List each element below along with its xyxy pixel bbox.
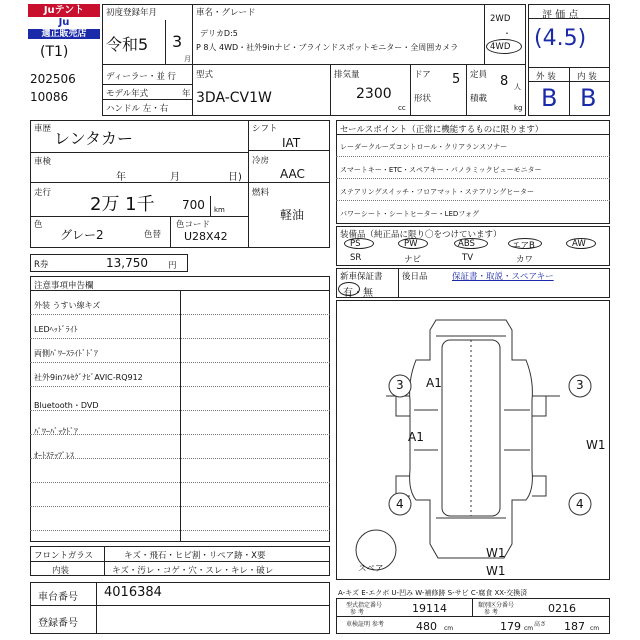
displacement-unit: cc [398,104,406,112]
lot-code2: 10086 [30,90,69,104]
note-item: LEDﾍｯﾄﾞﾗｲﾄ [34,325,78,334]
logo [28,4,100,38]
fuel-value: 軽油 [280,208,305,222]
color-code: U28X42 [184,230,228,243]
mark-w1-rear2: W1 [486,564,506,578]
mark-w1-rear1: W1 [486,546,506,560]
reg-no-label: 登録番号 [38,618,78,629]
color-code-label: 色コード [176,220,211,230]
spare-label: スペア [358,564,384,574]
history-value: レンタカー [54,129,133,148]
dims-v1: 19114 [412,602,447,615]
grade-score: (4.5) [534,26,587,51]
load-label: 積載 [470,94,488,104]
doors-value: 5 [452,72,461,87]
car-name-line1: デリカD:5 [200,29,238,38]
first-reg-month-unit: 月 [184,55,191,63]
dims-len-unit: cm [444,625,454,632]
recycle-unit: 円 [168,261,177,271]
fuel-label: 燃料 [252,188,270,198]
dims-h-unit: cm [590,625,600,632]
displacement-label: 排気量 [334,70,360,80]
model-code-value: 3DA-CV1W [196,90,272,106]
color-value: グレー2 [60,228,104,242]
note-item: 社外9inﾌﾙｾｸﾞﾅﾋﾞAVIC-RQ912 [34,373,143,382]
color-change-label: 色替 [144,230,162,240]
drive-4wd: 4WD [490,42,511,52]
warranty-value: 有・無 [343,288,373,299]
model-year-label: モデル年式 [106,89,149,99]
lot-code1: 202506 [30,72,76,86]
dims-h-label: 高さ [534,621,547,628]
dims-len-label: 車検証明 参考 [346,621,384,628]
equip-navi: ナビ [404,255,422,265]
dims-w: 179 [500,620,521,633]
chassis-value: 4016384 [104,585,162,600]
mark-a1-left: A1 [426,376,442,390]
equipment-label: 装備品（純正品に限り〇をつけています） [340,230,502,240]
inspection-month: 月 [170,172,180,183]
recycle-label: R券 [34,260,49,270]
equip-abs: ABS [458,239,475,249]
sales-point: スマートキー・ETC・スペアキー・パノラミックビューモニター [340,166,542,174]
mark-w1-right: W1 [586,438,606,452]
dims-label1b: 参 考 [350,609,364,616]
equip-ps: PS [350,239,361,249]
drive-2wd: 2WD [490,14,511,24]
front-glass-label: フロントガラス [34,551,93,561]
note-item: Bluetooth・DVD [34,401,99,410]
shape-label: 形状 [414,94,432,104]
equip-sr: SR [350,253,362,263]
chassis-label: 車台番号 [38,592,78,603]
equip-tv: TV [462,253,474,263]
note-item: ｵｰﾄｽﾃｯﾌﾟﾚｽ [34,451,74,460]
dims-w-unit: cm [524,625,534,632]
lot-t1: (T1) [40,44,69,60]
logo-top: Juテント [28,4,100,17]
first-reg-era: 令和5 [106,35,149,54]
car-diagram [336,300,610,580]
dims-len: 480 [416,620,437,633]
after-value: 保証書・取説・スペアキー [452,272,554,282]
mileage-sub: 700 [182,198,205,212]
dims-h: 187 [564,620,585,633]
car-name-line2: P 8人 4WD・社外9inナビ・ブラインドスポットモニター・全周囲カメラ [196,43,459,52]
notes-label: 注意事項申告欄 [34,281,94,291]
inspection-day: 日) [228,172,242,183]
sales-point: パワーシート・シートヒーター・LEDフォグ [340,210,479,218]
sales-point: レーダークルーズコントロール・クリアランスソナー [340,143,508,151]
dealer-label: ディーラー・並 行 [106,72,177,82]
note-item: 両側ﾊﾟﾜｰｽﾗｲﾄﾞﾄﾞｱ [34,349,98,358]
doors-label: ドア [414,70,431,80]
car-name-label: 車名・グレード [196,8,256,18]
sales-point: ステアリングスイッチ・フロアマット・ステアリングヒーター [340,188,534,196]
interior-value: キズ・汚レ・コゲ・穴・スレ・キレ・破レ [112,566,274,576]
dims-v2: 0216 [548,602,576,615]
damage-legend: A-キズ E-エクボ U-凹み W-補修跡 S-サビ C-腐食 XX-交換済 [338,589,528,597]
equip-aw: AW [572,239,586,249]
first-reg-label: 初度登録年月 [106,8,158,18]
handle-label: ハンドル 左・右 [106,104,169,114]
recycle-value: 13,750 [106,256,148,270]
mark-3-right: 3 [576,378,584,392]
grade-ext: B [541,84,558,112]
shift-value: IAT [282,136,301,150]
sales-points-label: セールスポイント（正常に機能するものに限ります） [340,125,544,135]
front-glass-value: キズ・飛石・ヒビ割・リペア跡・X要 [124,551,266,561]
dims-label1a: 型式指定番号 [346,602,383,609]
shift-label: シフト [252,124,278,134]
mileage-unit: km [214,206,225,214]
equip-airbag: エアB [512,241,535,251]
mark-4-left: 4 [396,497,404,511]
displacement-value: 2300 [356,86,392,102]
ac-value: AAC [280,167,305,181]
first-reg-month: 3 [172,32,183,51]
inspection-label: 車検 [34,157,52,167]
inspection-year: 年 [116,172,126,183]
logo-bottom: 適正販売店 [28,29,100,39]
capacity-unit: 人 [514,83,521,91]
interior-label: 内装 [52,566,70,576]
dims-label2a: 類別区分番号 [478,602,515,609]
color-label: 色 [34,220,43,230]
load-unit: kg [514,104,523,112]
warranty-label: 新車保証書 [340,272,383,282]
logo-ju: Ju [58,17,70,28]
grade-int-label: 内 装 [577,72,597,82]
model-year-unit: 年 [182,89,191,99]
dims-label2b: 参 考 [484,609,498,616]
mileage-label: 走行 [34,188,52,198]
mark-4-right: 4 [576,497,584,511]
equip-pw: PW [404,239,418,249]
capacity-label: 定員 [470,70,488,80]
grade-ext-label: 外 装 [536,72,556,82]
mark-3-left: 3 [396,378,404,392]
capacity-value: 8 [500,74,509,89]
note-item: 外装 うすい線キズ [34,301,101,310]
model-code-label: 型式 [196,70,214,80]
grade-label: 評 価 点 [542,10,579,21]
note-item: ﾊﾟﾜｰﾊﾞｯｸﾄﾞｱ [34,427,78,436]
equip-leather: カワ [516,255,534,265]
grade-int: B [580,84,597,112]
ac-label: 冷房 [252,156,270,166]
mark-a1-side: A1 [408,430,424,444]
history-label: 車歴 [34,124,52,134]
mileage-value: 2万 1千 [90,194,155,215]
after-label: 後日品 [402,272,428,282]
